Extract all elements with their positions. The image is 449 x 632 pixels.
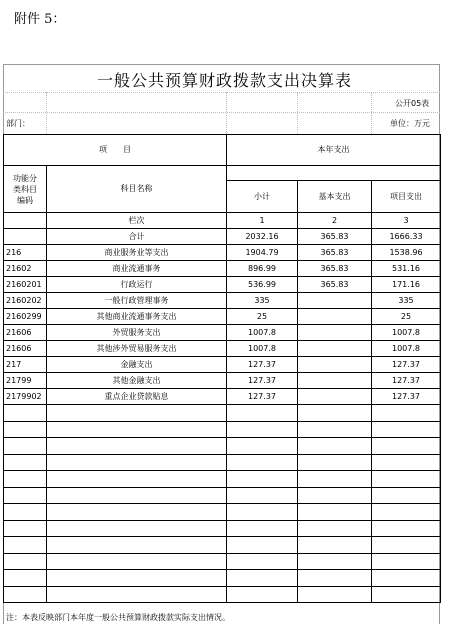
empty-cell: [372, 570, 441, 587]
empty-cell: [4, 504, 47, 521]
row-code: 217: [4, 357, 47, 373]
total-subtotal: 2032.16: [227, 229, 298, 245]
unit-label: 单位：万元: [390, 119, 430, 128]
empty-cell: [4, 570, 47, 587]
row-name: 金融支出: [47, 357, 227, 373]
total-basic: 365.83: [298, 229, 372, 245]
empty-cell: [4, 537, 47, 554]
empty-cell: [227, 504, 298, 521]
empty-cell: [298, 570, 372, 587]
column-index: 1: [227, 213, 298, 229]
empty-cell: [227, 586, 298, 603]
header-subject-name: 科目名称: [47, 166, 227, 213]
empty-cell: [4, 553, 47, 570]
row-project: 531.16: [372, 261, 441, 277]
header-current-year: 本年支出: [227, 135, 441, 166]
empty-cell: [372, 405, 441, 422]
table-row: [4, 373, 441, 389]
row-subtotal: 1904.79: [227, 245, 298, 261]
attachment-label: 附件 5：: [14, 12, 66, 27]
empty-cell: [298, 438, 372, 455]
row-project: 127.37: [372, 357, 441, 373]
page-title: 一般公共预算财政拨款支出决算表: [96, 71, 352, 90]
empty-row: [4, 586, 441, 603]
column-index-label: 栏次: [47, 213, 227, 229]
header-func-code-line: 类科目: [13, 184, 37, 194]
table-row: [4, 277, 441, 293]
empty-cell: [372, 504, 441, 521]
empty-cell: [227, 570, 298, 587]
empty-row: [4, 405, 441, 422]
empty-cell: [227, 471, 298, 488]
header-spacer: [227, 166, 441, 181]
empty-cell: [4, 421, 47, 438]
row-name: 重点企业贷款贴息: [47, 389, 227, 405]
empty-cell: [47, 454, 227, 471]
empty-cell: [47, 553, 227, 570]
empty-cell: [298, 586, 372, 603]
empty-row: [4, 553, 441, 570]
empty-cell: [47, 504, 227, 521]
empty-cell: [372, 487, 441, 504]
row-name: 一般行政管理事务: [47, 293, 227, 309]
row-name: 商业服务业等支出: [47, 245, 227, 261]
empty-cell: [4, 487, 47, 504]
header-func-code-line: 编码: [17, 195, 33, 205]
row-subtotal: 536.99: [227, 277, 298, 293]
empty-cell: [298, 553, 372, 570]
row-subtotal: 1007.8: [227, 341, 298, 357]
total-row: [4, 229, 441, 245]
empty-cell: [4, 438, 47, 455]
row-basic: 365.83: [298, 261, 372, 277]
table-row: [4, 245, 441, 261]
table-row: [4, 325, 441, 341]
empty-cell: [4, 520, 47, 537]
row-subtotal: 25: [227, 309, 298, 325]
frame-top-line: [3, 64, 440, 65]
empty-cell: [298, 454, 372, 471]
row-subtotal: 1007.8: [227, 325, 298, 341]
table-row: [4, 261, 441, 277]
row-basic: [298, 341, 372, 357]
empty-row: [4, 454, 441, 471]
row-name: 其他涉外贸易服务支出: [47, 341, 227, 357]
empty-cell: [298, 520, 372, 537]
empty-cell: [372, 537, 441, 554]
empty-cell: [372, 471, 441, 488]
total-project: 1666.33: [372, 229, 441, 245]
header-func-code: [4, 166, 47, 213]
dotted-line: [371, 92, 372, 134]
empty-cell: [47, 570, 227, 587]
empty-cell: [372, 586, 441, 603]
dotted-line: [46, 92, 47, 134]
empty-row: [4, 421, 441, 438]
total-label: 合计: [47, 229, 227, 245]
header-basic: 基本支出: [298, 181, 372, 213]
empty-cell: [47, 471, 227, 488]
empty-row: [4, 504, 441, 521]
table-cell: [4, 229, 47, 245]
row-name: 外贸服务支出: [47, 325, 227, 341]
row-project: 127.37: [372, 389, 441, 405]
row-project: 1007.8: [372, 341, 441, 357]
header-row: [4, 135, 441, 166]
dotted-line: [3, 92, 440, 93]
empty-row: [4, 438, 441, 455]
empty-cell: [298, 537, 372, 554]
empty-cell: [47, 520, 227, 537]
empty-cell: [47, 487, 227, 504]
row-code: 21606: [4, 341, 47, 357]
row-basic: 365.83: [298, 277, 372, 293]
row-name: 其他商业流通事务支出: [47, 309, 227, 325]
empty-cell: [227, 438, 298, 455]
empty-cell: [4, 454, 47, 471]
column-index: 2: [298, 213, 372, 229]
table-row: [4, 341, 441, 357]
row-code: 2179902: [4, 389, 47, 405]
row-name: 商业流通事务: [47, 261, 227, 277]
empty-cell: [227, 454, 298, 471]
empty-cell: [372, 553, 441, 570]
empty-cell: [227, 405, 298, 422]
empty-cell: [47, 405, 227, 422]
row-project: 127.37: [372, 373, 441, 389]
footnote: 注：本表反映部门本年度一般公共预算财政拨款实际支出情况。: [6, 613, 230, 622]
empty-cell: [298, 405, 372, 422]
table-cell: [4, 213, 47, 229]
expenditure-table: [3, 134, 441, 603]
empty-row: [4, 487, 441, 504]
empty-cell: [4, 586, 47, 603]
row-basic: [298, 373, 372, 389]
row-project: 1538.96: [372, 245, 441, 261]
empty-cell: [298, 487, 372, 504]
row-project: 335: [372, 293, 441, 309]
row-project: 1007.8: [372, 325, 441, 341]
empty-cell: [298, 504, 372, 521]
table-row: [4, 357, 441, 373]
empty-cell: [227, 487, 298, 504]
dotted-line: [3, 112, 440, 113]
row-code: 21602: [4, 261, 47, 277]
empty-row: [4, 537, 441, 554]
empty-cell: [372, 421, 441, 438]
empty-row: [4, 570, 441, 587]
row-basic: [298, 389, 372, 405]
column-index: 3: [372, 213, 441, 229]
header-project: 项 目: [4, 135, 227, 166]
empty-cell: [372, 438, 441, 455]
empty-cell: [4, 471, 47, 488]
dotted-line: [226, 92, 227, 134]
row-code: 216: [4, 245, 47, 261]
empty-cell: [47, 438, 227, 455]
empty-cell: [227, 520, 298, 537]
dept-label: 部门：: [6, 119, 30, 128]
empty-row: [4, 520, 441, 537]
row-subtotal: 127.37: [227, 373, 298, 389]
header-row: [4, 166, 441, 181]
row-subtotal: 896.99: [227, 261, 298, 277]
row-project: 171.16: [372, 277, 441, 293]
header-subtotal: 小计: [227, 181, 298, 213]
row-basic: [298, 325, 372, 341]
row-name: 其他金融支出: [47, 373, 227, 389]
empty-cell: [47, 586, 227, 603]
row-subtotal: 335: [227, 293, 298, 309]
row-name: 行政运行: [47, 277, 227, 293]
row-basic: [298, 357, 372, 373]
empty-cell: [298, 421, 372, 438]
table-row: [4, 309, 441, 325]
row-code: 2160201: [4, 277, 47, 293]
empty-cell: [298, 471, 372, 488]
row-subtotal: 127.37: [227, 389, 298, 405]
row-basic: [298, 309, 372, 325]
row-code: 2160202: [4, 293, 47, 309]
table-row: [4, 293, 441, 309]
empty-cell: [227, 421, 298, 438]
table-row: [4, 389, 441, 405]
column-index-row: [4, 213, 441, 229]
empty-cell: [227, 537, 298, 554]
empty-row: [4, 471, 441, 488]
row-basic: 365.83: [298, 245, 372, 261]
empty-cell: [372, 520, 441, 537]
header-project-exp: 项目支出: [372, 181, 441, 213]
empty-cell: [47, 537, 227, 554]
empty-cell: [227, 553, 298, 570]
row-project: 25: [372, 309, 441, 325]
form-code: 公开05表: [395, 99, 430, 108]
dotted-line: [297, 92, 298, 134]
row-code: 2160299: [4, 309, 47, 325]
row-basic: [298, 293, 372, 309]
header-func-code-line: 功能分: [13, 173, 37, 183]
row-code: 21799: [4, 373, 47, 389]
row-subtotal: 127.37: [227, 357, 298, 373]
empty-cell: [4, 405, 47, 422]
empty-cell: [47, 421, 227, 438]
row-code: 21606: [4, 325, 47, 341]
empty-cell: [372, 454, 441, 471]
